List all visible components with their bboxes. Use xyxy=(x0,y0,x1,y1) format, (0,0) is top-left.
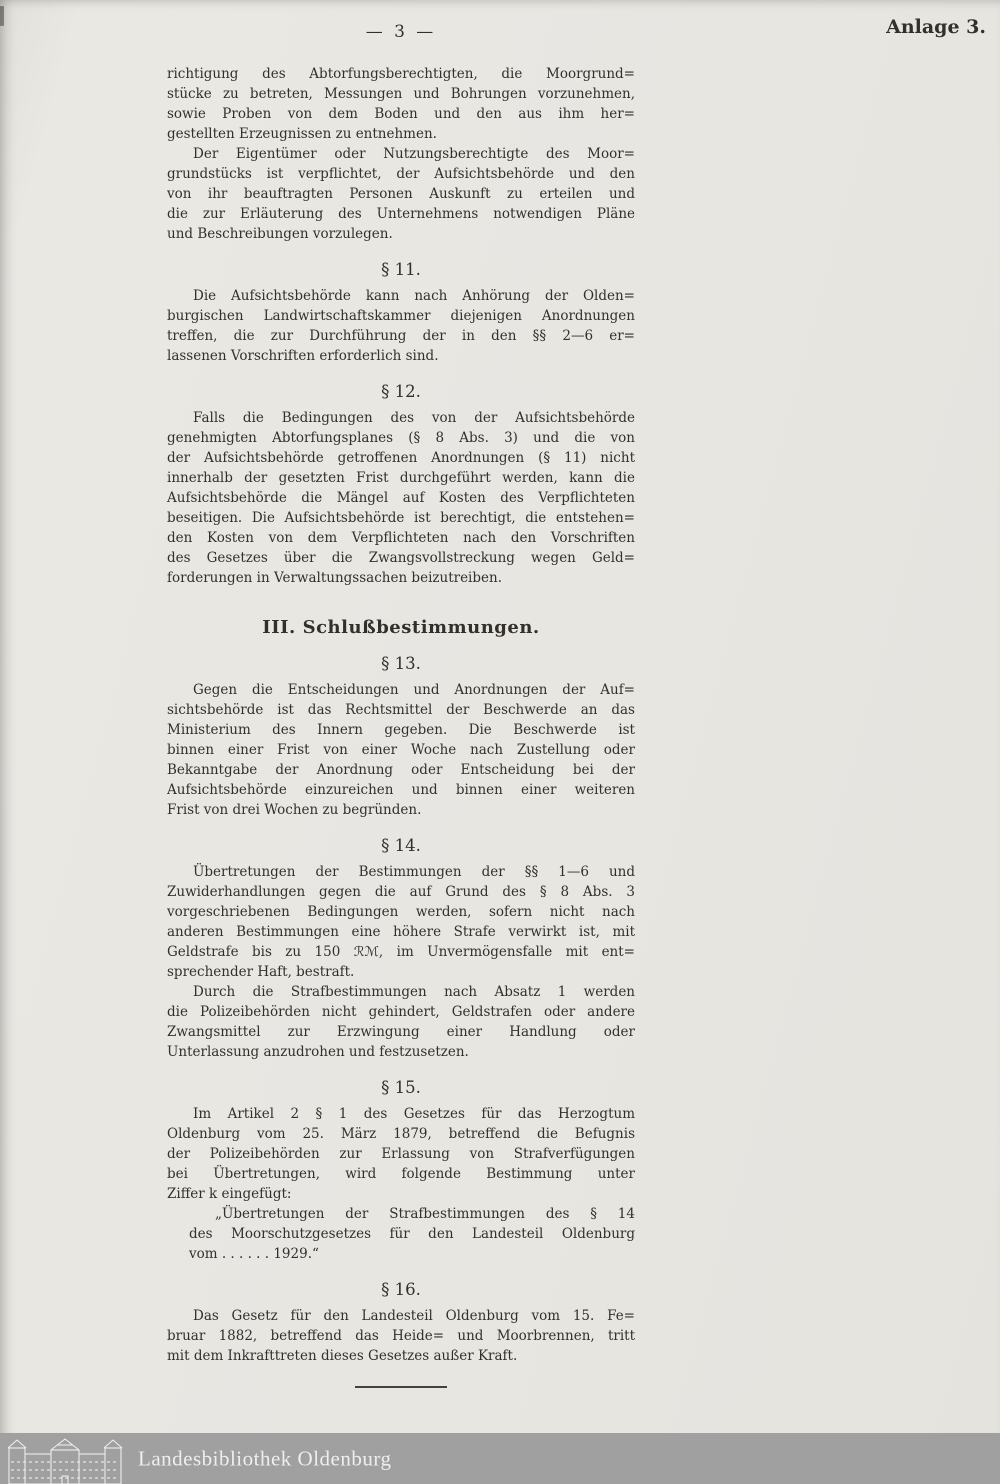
text-line: des Moorschutzgesetzes für den Landesteil Oldenburg xyxy=(189,1226,635,1242)
scan-edge-artifact xyxy=(0,6,4,26)
text-line: Zwangsmittel zur Erzwingung einer Handlung oder xyxy=(167,1024,635,1040)
text-line: stücke zu betreten, Messungen und Bohrungen vorzunehmen, xyxy=(167,86,635,102)
text-line: des Gesetzes über die Zwangsvollstreckung wegen Geld= xyxy=(167,550,635,566)
text-line: gestellten Erzeugnissen zu entnehmen. xyxy=(167,126,437,142)
text-line: der Polizeibehörden zur Erlassung von Strafverfügungen xyxy=(167,1146,635,1162)
body-paragraph xyxy=(167,680,635,820)
body-paragraph xyxy=(167,1306,635,1366)
text-line: vorgeschriebenen Bedingungen werden, sofern nicht nach xyxy=(167,904,635,920)
library-name: Landesbibliothek Oldenburg xyxy=(138,1446,392,1470)
text-line: burgischen Landwirtschaftskammer diejenigen Anordnungen xyxy=(167,308,635,324)
footer-bar xyxy=(0,1433,1000,1484)
body-paragraph xyxy=(167,982,635,1062)
text-line: genehmigten Abtorfungsplanes (§ 8 Abs. 3) und die von xyxy=(167,430,635,446)
text-line: lassenen Vorschriften erforderlich sind. xyxy=(167,348,439,364)
text-line: grundstücks ist verpflichtet, der Aufsichtsbehörde und den xyxy=(167,166,635,182)
text-line: die zur Erläuterung des Unternehmens notwendigen Pläne xyxy=(167,206,635,222)
paragraph-number-heading: § 15. xyxy=(381,1078,421,1097)
paragraph-number-heading: § 13. xyxy=(381,654,421,673)
text-line: den Kosten von dem Verpflichteten nach den Vorschriften xyxy=(167,530,635,546)
text-line: Zuwiderhandlungen gegen die auf Grund des § 8 Abs. 3 xyxy=(167,884,635,900)
text-line: Geldstrafe bis zu 150 ℛℳ, im Unvermögensfalle mit ent= xyxy=(167,944,635,960)
paragraph-number-heading: § 14. xyxy=(381,836,421,855)
text-line: innerhalb der gesetzten Frist durchgeführt werden, kann die xyxy=(167,470,635,486)
document-body xyxy=(167,64,635,1388)
body-paragraph xyxy=(167,862,635,982)
body-paragraph xyxy=(167,408,635,588)
text-line: richtigung des Abtorfungsberechtigten, die Moorgrund= xyxy=(167,66,635,82)
text-line: Der Eigentümer oder Nutzungsberechtigte des Moor= xyxy=(193,146,635,162)
paragraph-number-heading: § 11. xyxy=(381,260,421,279)
text-line: Frist von drei Wochen zu begründen. xyxy=(167,802,422,818)
text-line: Übertretungen der Bestimmungen der §§ 1—6 und xyxy=(193,864,635,880)
text-line: von ihr beauftragten Personen Auskunft zu erteilen und xyxy=(167,186,635,202)
text-line: anderen Bestimmungen eine höhere Strafe verwirkt ist, mit xyxy=(167,924,635,940)
text-line: sprechender Haft, bestraft. xyxy=(167,964,355,980)
text-line: Ministerium des Innern gegeben. Die Beschwerde ist xyxy=(167,722,635,738)
body-paragraph xyxy=(167,1104,635,1204)
text-line: binnen einer Frist von einer Woche nach Zustellung oder xyxy=(167,742,635,758)
text-line: forderungen in Verwaltungssachen beizutreiben. xyxy=(167,570,502,586)
body-paragraph xyxy=(167,64,635,144)
text-line: Oldenburg vom 25. März 1879, betreffend die Befugnis xyxy=(167,1126,635,1142)
text-line: bruar 1882, betreffend das Heide= und Moorbrennen, tritt xyxy=(167,1328,635,1344)
text-line: Aufsichtsbehörde einzureichen und binnen einer weiteren xyxy=(167,782,635,798)
text-line: beseitigen. Die Aufsichtsbehörde ist berechtigt, die entstehen= xyxy=(167,510,635,526)
text-line: Aufsichtsbehörde die Mängel auf Kosten des Verpflichteten xyxy=(167,490,635,506)
body-paragraph xyxy=(167,144,635,244)
text-line: sowie Proben von dem Boden und den aus ihm her= xyxy=(167,106,635,122)
text-line: „Übertretungen der Strafbestimmungen des § 14 xyxy=(215,1206,635,1222)
quoted-provision xyxy=(189,1204,635,1264)
text-line: Durch die Strafbestimmungen nach Absatz 1 werden xyxy=(193,984,635,1000)
text-line: mit dem Inkrafttreten dieses Gesetzes außer Kraft. xyxy=(167,1348,518,1364)
page-number: — 3 — xyxy=(365,22,437,42)
text-line: sichtsbehörde ist das Rechtsmittel der Beschwerde an das xyxy=(167,702,635,718)
text-line: Die Aufsichtsbehörde kann nach Anhörung der Olden= xyxy=(193,288,635,304)
body-paragraph xyxy=(167,286,635,366)
text-line: die Polizeibehörden nicht gehindert, Geldstrafen oder andere xyxy=(167,1004,635,1020)
text-line: Ziffer k eingefügt: xyxy=(167,1186,292,1202)
end-rule xyxy=(355,1386,447,1388)
section-heading: III. Schlußbestimmungen. xyxy=(262,617,540,638)
text-line: und Beschreibungen vorzulegen. xyxy=(167,226,393,242)
text-line: Das Gesetz für den Landesteil Oldenburg vom 15. Fe= xyxy=(193,1308,635,1324)
library-building-icon xyxy=(6,1436,124,1484)
text-line: Falls die Bedingungen des von der Aufsichtsbehörde xyxy=(193,410,635,426)
text-line: Bekanntgabe der Anordnung oder Entscheidung bei der xyxy=(167,762,635,778)
text-line: Gegen die Entscheidungen und Anordnungen der Auf= xyxy=(193,682,635,698)
text-line: Im Artikel 2 § 1 des Gesetzes für das Herzogtum xyxy=(193,1106,635,1122)
paragraph-number-heading: § 16. xyxy=(381,1280,421,1299)
text-line: vom . . . . . . 1929.“ xyxy=(189,1246,319,1262)
text-line: der Aufsichtsbehörde getroffenen Anordnungen (§ 11) nicht xyxy=(167,450,635,466)
paragraph-number-heading: § 12. xyxy=(381,382,421,401)
text-line: Unterlassung anzudrohen und festzusetzen. xyxy=(167,1044,469,1060)
annex-label: Anlage 3. xyxy=(886,16,986,38)
text-line: treffen, die zur Durchführung der in den §§ 2—6 er= xyxy=(167,328,635,344)
text-line: bei Übertretungen, wird folgende Bestimmung unter xyxy=(167,1166,635,1182)
